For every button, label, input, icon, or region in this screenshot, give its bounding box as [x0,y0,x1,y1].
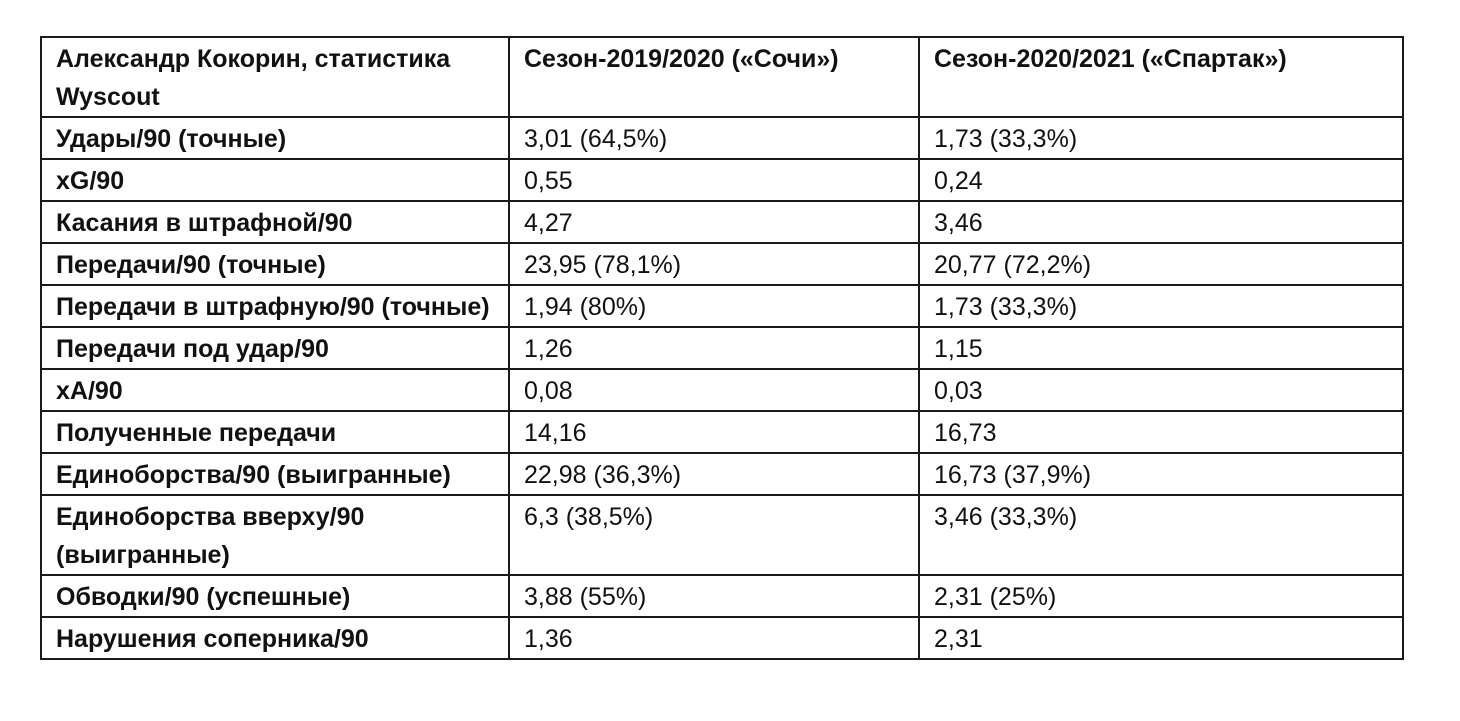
value-sochi: 14,16 [509,411,919,453]
value-spartak: 3,46 [919,201,1403,243]
row-label: Передачи под удар/90 [41,327,509,369]
header-row [41,37,1403,117]
value-spartak: 16,73 (37,9%) [919,453,1403,495]
table-row [41,117,1403,159]
value-spartak: 3,46 (33,3%) [919,495,1403,575]
table-row [41,411,1403,453]
row-label: Нарушения соперника/90 [41,617,509,659]
value-spartak: 20,77 (72,2%) [919,243,1403,285]
table-row [41,285,1403,327]
row-label: Полученные передачи [41,411,509,453]
value-sochi: 3,01 (64,5%) [509,117,919,159]
row-label: xG/90 [41,159,509,201]
table-row [41,201,1403,243]
value-sochi: 1,94 (80%) [509,285,919,327]
table-row [41,369,1403,411]
header-season-sochi: Сезон-2019/2020 («Сочи») [509,37,919,117]
value-sochi: 4,27 [509,201,919,243]
value-sochi: 0,55 [509,159,919,201]
table-row [41,575,1403,617]
row-label: Единоборства/90 (выигранные) [41,453,509,495]
row-label: Удары/90 (точные) [41,117,509,159]
table-row [41,617,1403,659]
value-spartak: 1,73 (33,3%) [919,285,1403,327]
value-spartak: 2,31 (25%) [919,575,1403,617]
value-spartak: 0,24 [919,159,1403,201]
table-row [41,327,1403,369]
value-sochi: 3,88 (55%) [509,575,919,617]
row-label: Передачи/90 (точные) [41,243,509,285]
row-label: Передачи в штрафную/90 (точные) [41,285,509,327]
value-spartak: 0,03 [919,369,1403,411]
table-row [41,243,1403,285]
value-sochi: 23,95 (78,1%) [509,243,919,285]
table-row [41,495,1403,575]
value-sochi: 0,08 [509,369,919,411]
value-sochi: 1,36 [509,617,919,659]
header-season-spartak: Сезон-2020/2021 («Спартак») [919,37,1403,117]
value-sochi: 6,3 (38,5%) [509,495,919,575]
table-row [41,159,1403,201]
value-spartak: 16,73 [919,411,1403,453]
value-sochi: 22,98 (36,3%) [509,453,919,495]
stats-table [40,36,1404,660]
table-row [41,453,1403,495]
row-label: Обводки/90 (успешные) [41,575,509,617]
header-player: Александр Кокорин, статистика Wyscout [41,37,509,117]
value-spartak: 1,15 [919,327,1403,369]
value-spartak: 2,31 [919,617,1403,659]
row-label: Единоборства вверху/90 (выигранные) [41,495,509,575]
value-spartak: 1,73 (33,3%) [919,117,1403,159]
row-label: Касания в штрафной/90 [41,201,509,243]
row-label: xA/90 [41,369,509,411]
value-sochi: 1,26 [509,327,919,369]
